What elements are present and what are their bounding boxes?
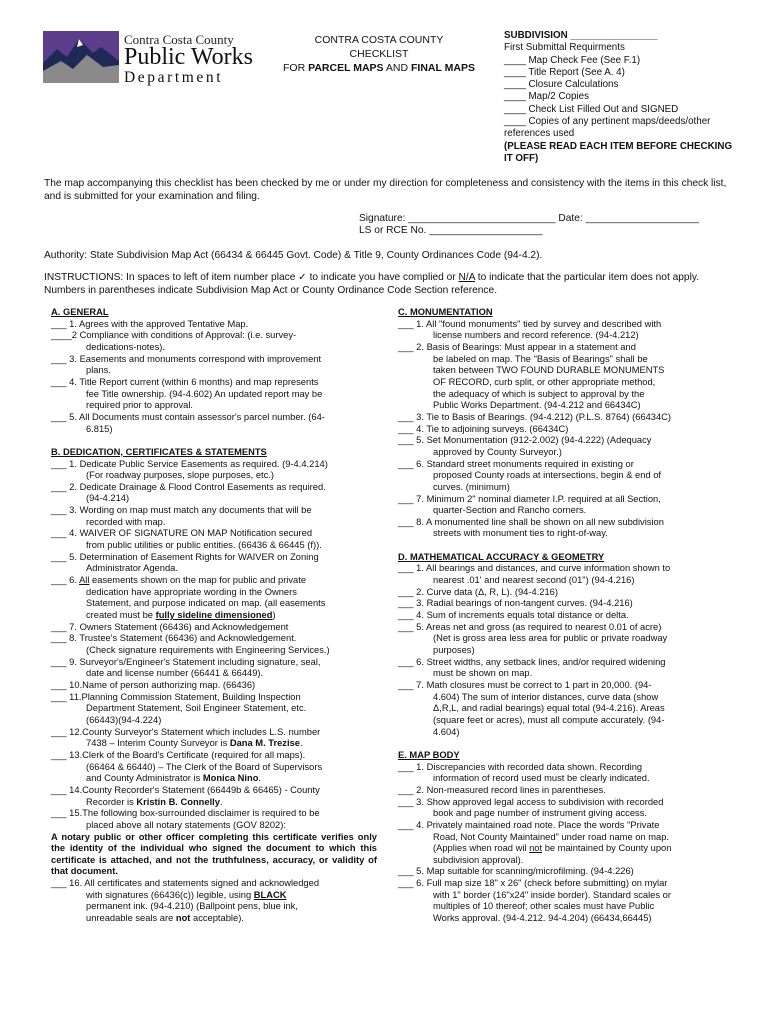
checklist-line: information of record used must be clearly indicated.	[433, 773, 650, 784]
department-logo	[43, 31, 257, 86]
item-text: .	[219, 796, 223, 807]
item-text: 7438 – Interim County Surveyor is	[86, 738, 230, 749]
checklist-line: the adequacy of which is subject to approval by the	[433, 388, 645, 399]
authority-statement: Authority: State Subdivision Map Act (66434 & 66445 Govt. Code) & Title 9, County Ordinances Code (94-4.2).	[44, 250, 543, 261]
signature-line: Signature: __________________________ Date: ____________________	[359, 213, 699, 224]
item-text: with signatures (66436(c)) legible, using	[86, 889, 254, 900]
checklist-line: book and page number of instrument giving access.	[433, 808, 647, 819]
checklist-line: ___ 3. Radial bearings of non-tangent curves. (94-4.216)	[398, 598, 633, 609]
checklist-line	[51, 610, 381, 622]
checklist-line	[51, 738, 381, 750]
checklist-line: (Net is gross area less area for public or private roadway	[433, 633, 668, 644]
checklist-line: ___ 8. Trustee's Statement (66436) and Acknowledgement.	[51, 633, 297, 644]
checklist-line: ___ 7. Owners Statement (66436) and Acknowledgement	[51, 621, 289, 632]
checklist-line: 4.604) The sum of interior distances, curve data (show	[433, 691, 659, 702]
item-text: .	[299, 738, 303, 749]
section-b-heading: B. DEDICATION, CERTIFICATES & STATEMENTS	[51, 446, 267, 457]
section-c-heading: C. MONUMENTATION	[398, 307, 493, 317]
na-label: N/A	[458, 272, 475, 283]
checklist-line	[51, 575, 381, 587]
checklist-line: (66443)(94-4.224)	[86, 714, 162, 725]
checklist-line: plans.	[86, 365, 111, 376]
checklist-line: ___ 14.County Recorder's Statement (66449b & 66465) - County	[51, 784, 320, 795]
checklist-line	[51, 797, 381, 809]
item-text: be maintained by County upon	[542, 843, 672, 854]
checklist-line: Δ,R,L, and radial bearings) equal total (94-4.216). Areas	[433, 703, 665, 714]
item-text: )	[272, 610, 276, 621]
submittal-item: ____ Title Report (See A. 4)	[504, 66, 625, 78]
checklist-line: ___ 6. Standard street monuments required in existing or	[398, 458, 634, 469]
item-text: and County Administrator is	[86, 773, 203, 784]
title-prefix: FOR	[283, 62, 309, 74]
checklist-line: taken between TWO FOUND DURABLE MONUMENTS	[433, 365, 665, 376]
checklist-line	[398, 843, 738, 855]
checklist-line: (square feet or acres), must all compute accurately. (94-	[433, 714, 665, 725]
checklist-line: Administrator Agenda.	[86, 563, 178, 574]
checklist-line: license numbers and record reference. (94-4.212)	[433, 330, 639, 341]
checklist-line: with 1" border (16"x24" inside border). Standard scales or	[433, 889, 671, 900]
instructions-text-c: to indicate that the particular item does not apply. Numbers in parentheses indicate Subdivision Map Act or County Ordinance Code Section reference.	[44, 272, 700, 296]
checklist-line	[51, 773, 381, 785]
emphasis-all: All	[79, 575, 90, 586]
title-line-1: CONTRA COSTA COUNTY	[314, 34, 444, 46]
submittal-item: ____ Closure Calculations	[504, 79, 619, 91]
checklist-line: ___ 12.County Surveyor's Statement which includes L.S. number	[51, 726, 321, 737]
notary-disclaimer: A notary public or other officer completing this certificate verifies only the identity of the individual who signed the document to which this certificate is attached, and not the truthfulness, accuracy, or validity of that document.	[51, 831, 377, 877]
checklist-line: streets with monument ties to right-of-way.	[433, 528, 608, 539]
read-note-cont: IT OFF)	[504, 152, 539, 164]
checklist-line: ___ 5. All Documents must contain assessor's parcel number. (64-	[51, 411, 325, 422]
section-e-heading: E. MAP BODY	[398, 749, 460, 760]
checklist-line: curves. (minimum)	[433, 481, 510, 492]
checklist-line: (94-4.214)	[86, 493, 130, 504]
checklist-line: 6.815)	[86, 423, 113, 434]
checklist-line: ___ 6. Street widths, any setback lines, and/or required widening	[398, 656, 666, 667]
submittal-item: ____ Copies of any pertinent maps/deeds/other	[504, 116, 711, 128]
checklist-line: OF RECORD, curb split, or other appropriate method,	[433, 376, 656, 387]
submittal-item: ____ Check List Filled Out and SIGNED	[504, 103, 679, 115]
title-line-3	[268, 61, 490, 75]
checklist-line: (Check signature requirements with Engineering Services.)	[86, 645, 330, 656]
checklist-line: ___ 8. A monumented line shall be shown on all new subdivision	[398, 516, 664, 527]
checklist-line: subdivision approval).	[433, 854, 524, 865]
emphasis-black: BLACK	[253, 889, 287, 900]
checklist-line: ___ 11.Planning Commission Statement, Building Inspection	[51, 691, 301, 702]
submittal-item: ____ Map/2 Copies	[504, 91, 589, 103]
checklist-line: ___ 5. Set Monumentation (912-2.002) (94-4.222) (Adequacy	[398, 435, 652, 446]
checklist-line: quarter-Section and Rancho corners.	[433, 505, 587, 516]
subdivision-requirements	[504, 30, 754, 165]
item-text: .	[258, 773, 262, 784]
submittal-item: ____ Map Check Fee (See F.1)	[504, 54, 641, 66]
checklist-line: ___ 9. Surveyor's/Engineer's Statement including signature, seal,	[51, 656, 321, 667]
checklist-line: ___ 1. Discrepancies with recorded data shown. Recording	[398, 761, 643, 772]
checklist-line: Road, Not County Maintained" under road name on map.	[433, 831, 670, 842]
title-line-2: CHECKLIST	[349, 48, 409, 60]
instructions	[44, 272, 734, 297]
checklist-line: ___ 4. WAIVER OF SIGNATURE ON MAP Notification secured	[51, 528, 313, 539]
checklist-line: required prior to approval.	[86, 400, 193, 411]
checklist-line: proposed County roads at intersections, begin & end of	[433, 470, 662, 481]
checklist-line: ___ 1. Dedicate Public Service Easements as required. (9-4.4.214)	[51, 458, 328, 469]
logo-line-3: Department	[124, 69, 224, 86]
checklist-line: fee Title ownership. (94-4.602) An updated report may be	[86, 388, 323, 399]
item-number: ___ 6.	[51, 575, 80, 586]
checklist-line: ___ 1. All "found monuments" tied by survey and described with	[398, 318, 662, 329]
checklist-line: ___ 2. Curve data (Δ, R, L). (94-4.216)	[398, 586, 558, 597]
checklist-line: ___ 7. Math closures must be correct to 1 part in 20,000. (94-	[398, 679, 652, 690]
item-text: unreadable seals are	[86, 913, 176, 924]
section-a-heading: A. GENERAL	[51, 307, 109, 317]
checklist-line: Department Statement, Soil Engineer Statement, etc.	[86, 703, 307, 714]
item-text: acceptable).	[190, 913, 244, 924]
checklist-line: multiples of 10 thereof; other scales must have Public	[433, 901, 655, 912]
checklist-line: ___ 1. All bearings and distances, and curve information shown to	[398, 563, 671, 574]
checklist-line: ___ 3. Show approved legal access to subdivision with recorded	[398, 796, 664, 807]
checklist-line: Works approval. (94-4.212. 94-4.204) (66434,66445)	[433, 913, 652, 924]
checklist-line: dedications-notes).	[86, 341, 165, 352]
checklist-line: purposes)	[433, 645, 475, 656]
submittal-item: references used	[504, 128, 575, 140]
emphasis-not: not	[529, 843, 543, 854]
right-column	[398, 307, 738, 925]
checklist-line: ___ 4. Privately maintained road note. Place the words "Private	[398, 819, 660, 830]
item-text: (Applies when road wil	[433, 843, 530, 854]
checklist-line: ___ 3. Tie to Basis of Bearings. (94-4.212) (P.L.S. 8764) (66434C)	[398, 411, 672, 422]
checklist-line: recorded with map.	[86, 516, 166, 527]
checklist-line: ___ 4. Sum of increments equals total distance or delta.	[398, 610, 629, 621]
license-number-line: LS or RCE No. ____________________	[359, 225, 543, 236]
document-title	[268, 33, 490, 75]
checklist-line: (For roadway purposes, slope purposes, etc.)	[86, 470, 275, 481]
checklist-line: ___ 2. Dedicate Drainage & Flood Control Easements as required.	[51, 481, 326, 492]
checklist-line: ___ 10.Name of person authorizing map. (66436)	[51, 679, 256, 690]
read-note: (PLEASE READ EACH ITEM BEFORE CHECKING	[504, 140, 733, 152]
checkmark-icon: ✓	[298, 272, 307, 283]
checklist-line: ___ 2. Basis of Bearings: Must appear in a statement and	[398, 341, 636, 352]
emphasis-sideline: fully sideline dimensioned	[155, 610, 273, 621]
checklist-line: (66464 & 66440) – The Clerk of the Board of Supervisors	[86, 761, 323, 772]
checklist-line: ___ 2. Non-measured record lines in parentheses.	[398, 784, 606, 795]
checklist-line: nearest .01' and nearest second (01") (94-4.216)	[433, 575, 635, 586]
checklist-line: be labeled on map. The "Basis of Bearings" shall be	[433, 353, 648, 364]
instructions-text-b: to indicate you have complied or	[306, 272, 459, 283]
mountain-logo-icon	[43, 31, 119, 83]
checklist-line: permanent ink. (94-4.210) (Ballpoint pens, blue ink,	[86, 901, 298, 912]
checklist-line: ___ 13.Clerk of the Board's Certificate (required for all maps).	[51, 749, 306, 760]
left-column	[51, 307, 381, 925]
checklist-line: ___ 3. Easements and monuments correspond with improvement	[51, 353, 322, 364]
subdivision-label: SUBDIVISION ________________	[504, 30, 658, 41]
checklist-line: Public Works Department. (94-4.212 and 66434C)	[433, 400, 641, 411]
checklist-line: ___ 16. All certificates and statements signed and acknowledged	[51, 878, 320, 889]
section-d-heading: D. MATHEMATICAL ACCURACY & GEOMETRY	[398, 551, 605, 562]
checklist-line: ___ 1. Agrees with the approved Tentative Map.	[51, 318, 249, 329]
instructions-text-a: INSTRUCTIONS: In spaces to left of item number place	[44, 272, 299, 283]
emphasis-not: not	[175, 913, 191, 924]
logo-line-1: Contra Costa County	[124, 32, 234, 47]
checklist-line: ___ 5. Areas net and gross (as required to nearest 0.01 of acre)	[398, 621, 662, 632]
title-parcel-maps: PARCEL MAPS	[308, 62, 384, 74]
checklist-line: ___ 7. Minimum 2" nominal diameter I.P. required at all Section,	[398, 493, 661, 504]
item-text: easements shown on the map for public and private	[89, 575, 307, 586]
checklist-line: dedication have appropriate wording in the Owners	[86, 586, 297, 597]
checklist-line: must be shown on map.	[433, 668, 533, 679]
checklist-line: ___ 3. Wording on map must match any documents that will be	[51, 505, 312, 516]
first-submittal-heading: First Submittal Requirments	[504, 42, 625, 54]
logo-line-2: Public Works	[124, 44, 253, 70]
checklist-line: placed above all notary statements (GOV 8202):	[86, 819, 286, 830]
clerk-name: Monica Nino	[202, 773, 259, 784]
checklist-line: date and license number (66441 & 66449).	[86, 668, 264, 679]
certification-statement: The map accompanying this checklist has been checked by me or under my direction for completeness and consistency with the items in this check list, and is submitted for your examination and filing.	[44, 178, 727, 202]
checklist-line: ___ 15.The following box-surrounded disclaimer is required to be	[51, 808, 320, 819]
checklist-line: ___ 5. Determination of Easement Rights for WAIVER on Zoning	[51, 551, 319, 562]
title-and: AND	[383, 62, 411, 74]
recorder-name: Kristin B. Connelly	[136, 796, 220, 807]
checklist-line: 4.604)	[433, 726, 460, 737]
checklist-line: ____2 Compliance with conditions of Approval: (i.e. survey-	[51, 330, 297, 341]
checklist-line: from public utilities or public entities. (66436 & 66445 (f)).	[86, 540, 322, 551]
item-text: Recorder is	[86, 796, 137, 807]
checklist-line: ___ 4. Tie to adjoining surveys. (66434C)	[398, 423, 569, 434]
title-final-maps: FINAL MAPS	[411, 62, 475, 74]
checklist-line: approved by County Surveyor.)	[433, 446, 562, 457]
checklist-line: ___ 6. Full map size 18" x 26" (check before submitting) on mylar	[398, 878, 668, 889]
checklist-line	[51, 890, 381, 902]
item-text: created must be	[86, 610, 156, 621]
checklist-line	[51, 913, 381, 925]
checklist-line: ___ 5. Map suitable for scanning/microfilming. (94-4.226)	[398, 866, 634, 877]
checklist-line: ___ 4. Title Report current (within 6 months) and map represents	[51, 376, 319, 387]
checklist-line: Statement, and purpose indicated on map. (all easements	[86, 598, 326, 609]
surveyor-name: Dana M. Trezise	[229, 738, 300, 749]
